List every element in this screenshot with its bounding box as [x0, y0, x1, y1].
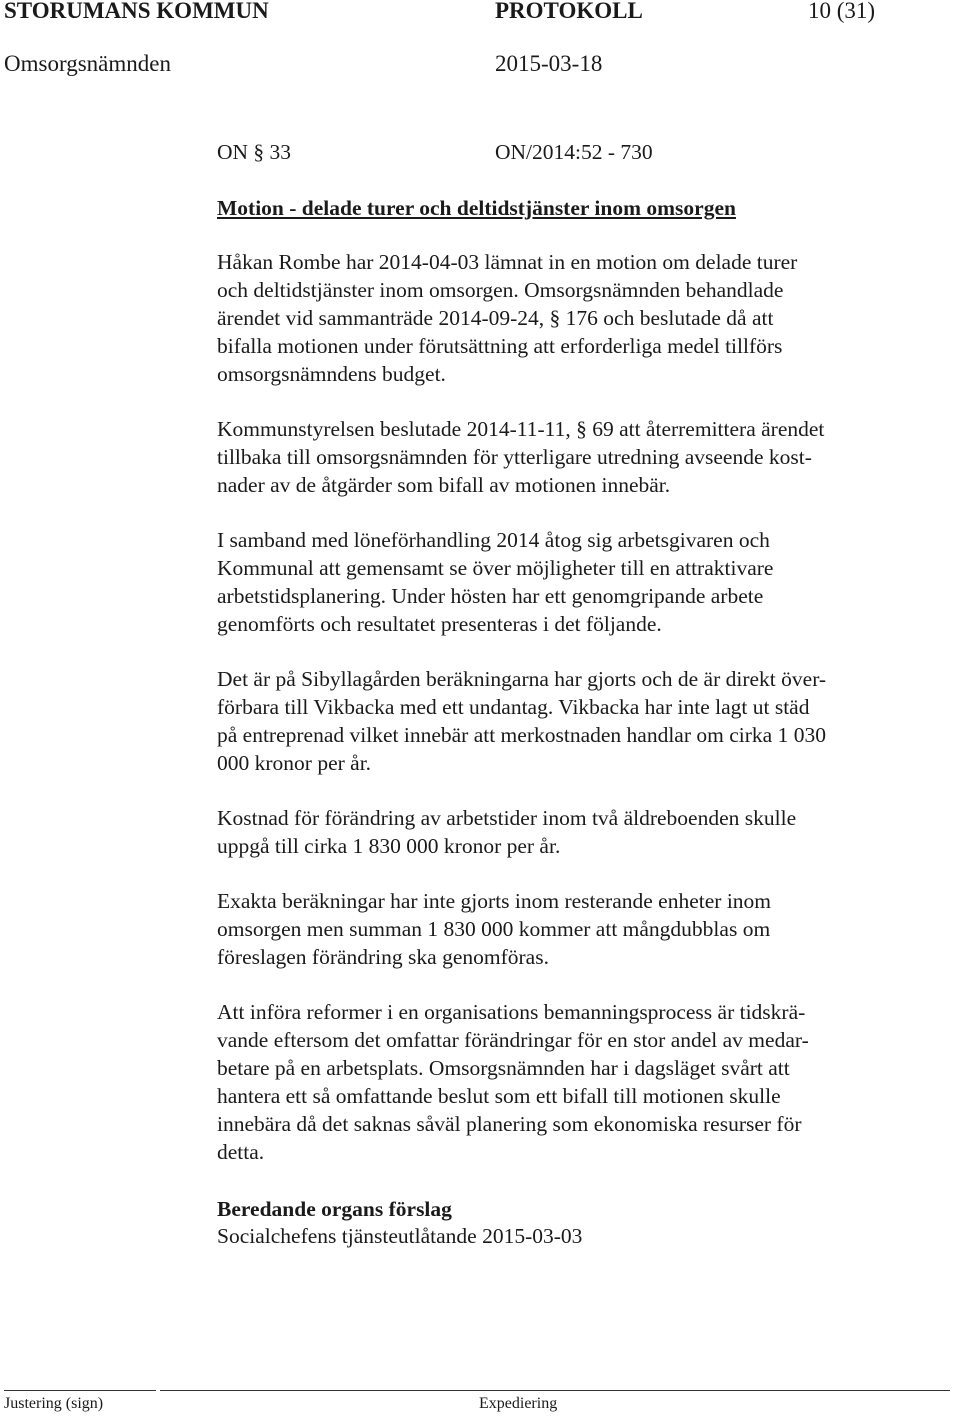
text-line: Det är på Sibyllagården beräkningarna har gjorts och de är direkt över-: [217, 667, 827, 691]
text-line: innebära då det saknas såväl planering som ekonomiska resurser för: [217, 1112, 802, 1136]
text-line: föreslagen förändring ska genomföras.: [217, 945, 549, 969]
text-line: I samband med löneförhandling 2014 åtog sig arbetsgivaren och: [217, 528, 770, 552]
text-line: ärendet vid sammanträde 2014-09-24, § 176 och beslutade då att: [217, 306, 774, 330]
signature-line-expediering: [160, 1390, 950, 1391]
text-line: omsorgsnämndens budget.: [217, 362, 446, 386]
text-line: bifalla motionen under förutsättning att erforderliga medel tillförs: [217, 334, 783, 358]
text-line: omsorgen men summan 1 830 000 kommer att mångdubblas om: [217, 917, 771, 941]
text-line: förbara till Vikbacka med ett undantag. Vikbacka har inte lagt ut städ: [217, 695, 810, 719]
text-line: detta.: [217, 1140, 265, 1164]
text-line: uppgå till cirka 1 830 000 kronor per år.: [217, 834, 561, 858]
committee-name: Omsorgsnämnden: [4, 51, 171, 76]
text-line: Kommunstyrelsen beslutade 2014-11-11, § 69 att återremittera ärendet: [217, 417, 825, 441]
justering-label: Justering (sign): [4, 1395, 104, 1412]
item-title: Motion - delade turer och deltidstjänster inom omsorgen: [217, 196, 736, 220]
item-number: ON § 33: [217, 140, 292, 164]
text-line: betare på en arbetsplats. Omsorgsnämnden har i dagsläget svårt att: [217, 1056, 790, 1080]
text-line: vande eftersom det omfattar förändringar för en stor andel av medar-: [217, 1028, 809, 1052]
text-line: Kommunal att gemensamt se över möjligheter till en attraktivare: [217, 556, 774, 580]
text-line: genomförts och resultatet presenteras i det följande.: [217, 612, 662, 636]
municipality-name: STORUMANS KOMMUN: [4, 0, 269, 23]
text-line: Att införa reformer i en organisations bemanningsprocess är tidskrä-: [217, 1000, 806, 1024]
text-line: Exakta beräkningar har inte gjorts inom resterande enheter inom: [217, 889, 772, 913]
text-line: 000 kronor per år.: [217, 751, 372, 775]
text-line: Kostnad för förändring av arbetstider inom två äldreboenden skulle: [217, 806, 797, 830]
text-line: på entreprenad vilket innebär att merkostnaden handlar om cirka 1 030: [217, 723, 826, 747]
proposal-text: Socialchefens tjänsteutlåtande 2015-03-03: [217, 1224, 583, 1248]
text-line: Håkan Rombe har 2014-04-03 lämnat in en motion om delade turer: [217, 250, 798, 274]
signature-line-justering: [4, 1390, 156, 1391]
page-number: 10 (31): [808, 0, 876, 23]
expediering-label: Expediering: [479, 1395, 558, 1412]
document-type: PROTOKOLL: [495, 0, 643, 23]
text-line: nader av de åtgärder som bifall av motionen innebär.: [217, 473, 671, 497]
case-reference: ON/2014:52 - 730: [495, 140, 653, 164]
text-line: arbetstidsplanering. Under hösten har ett genomgripande arbete: [217, 584, 764, 608]
text-line: och deltidstjänster inom omsorgen. Omsorgsnämnden behandlade: [217, 278, 784, 302]
text-line: hantera ett så omfattande beslut som ett bifall till motionen skulle: [217, 1084, 781, 1108]
proposal-heading: Beredande organs förslag: [217, 1197, 452, 1221]
text-line: tillbaka till omsorgsnämnden för ytterligare utredning avseende kost-: [217, 445, 812, 469]
meeting-date: 2015-03-18: [495, 51, 603, 76]
